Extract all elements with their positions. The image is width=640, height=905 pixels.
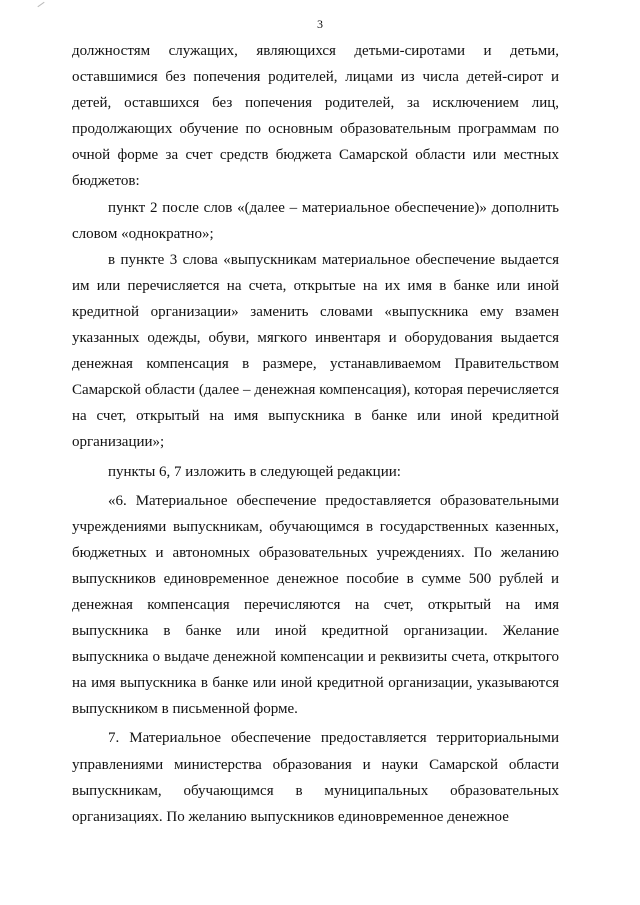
margin-mark (37, 2, 44, 7)
paragraph-clause-6: «6. Материальное обеспечение предоставляется образовательными учреждениями выпускникам, обучающимся в государственных казенных, бюджетных и автономных образовательных учреждениях. По желанию выпускников единовременное денежное пособие в сумме 500 рублей и денежная компенсация перечисляются на счет, открытый на имя выпускника в банке или иной кредитной организации. Желание выпускника о выдаче денежной компенсации и реквизиты счета, открытого на имя выпускника в банке или иной кредитной организации, указываются выпускником в письменной форме. (72, 492, 559, 718)
paragraph-items-6-7-intro: пункты 6, 7 изложить в следующей редакции: (108, 463, 401, 480)
paragraph-clause-7: 7. Материальное обеспечение предоставляется территориальными управлениями министерства образования и науки Самарской области выпускникам, обучающимся в муниципальных образовательных организациях. По желанию выпускников единовременное денежное (72, 730, 559, 825)
paragraph-item-3: в пункте 3 слова «выпускникам материальное обеспечение выдается им или перечисляется на счета, открытые на их имя в банке или иной кредитной организации» заменить словами «выпускника ему взамен указанных одежды, обуви, мягкого инвентаря и оборудования выдается денежная компенсация в размере, устанавливаемом Правительством Самарской области (далее – денежная компенсация), которая перечисляется на счет, открытый на имя выпускника в банке или иной кредитной организации»; (72, 251, 559, 451)
document-body (72, 38, 559, 830)
page-number: 3 (317, 17, 323, 31)
paragraph-continuation: должностям служащих, являющихся детьми-сиротами и детьми, оставшимися без попечения родителей, лицами из числа детей-сирот и детей, оставшихся без попечения родителей, за исключением лиц, продолжающих обучение по основным образовательным программам по очной форме за счет средств бюджета Самарской области или местных бюджетов: (72, 43, 559, 190)
paragraph-item-2: пункт 2 после слов «(далее – материальное обеспечение)» дополнить словом «однократно»; (72, 199, 559, 242)
